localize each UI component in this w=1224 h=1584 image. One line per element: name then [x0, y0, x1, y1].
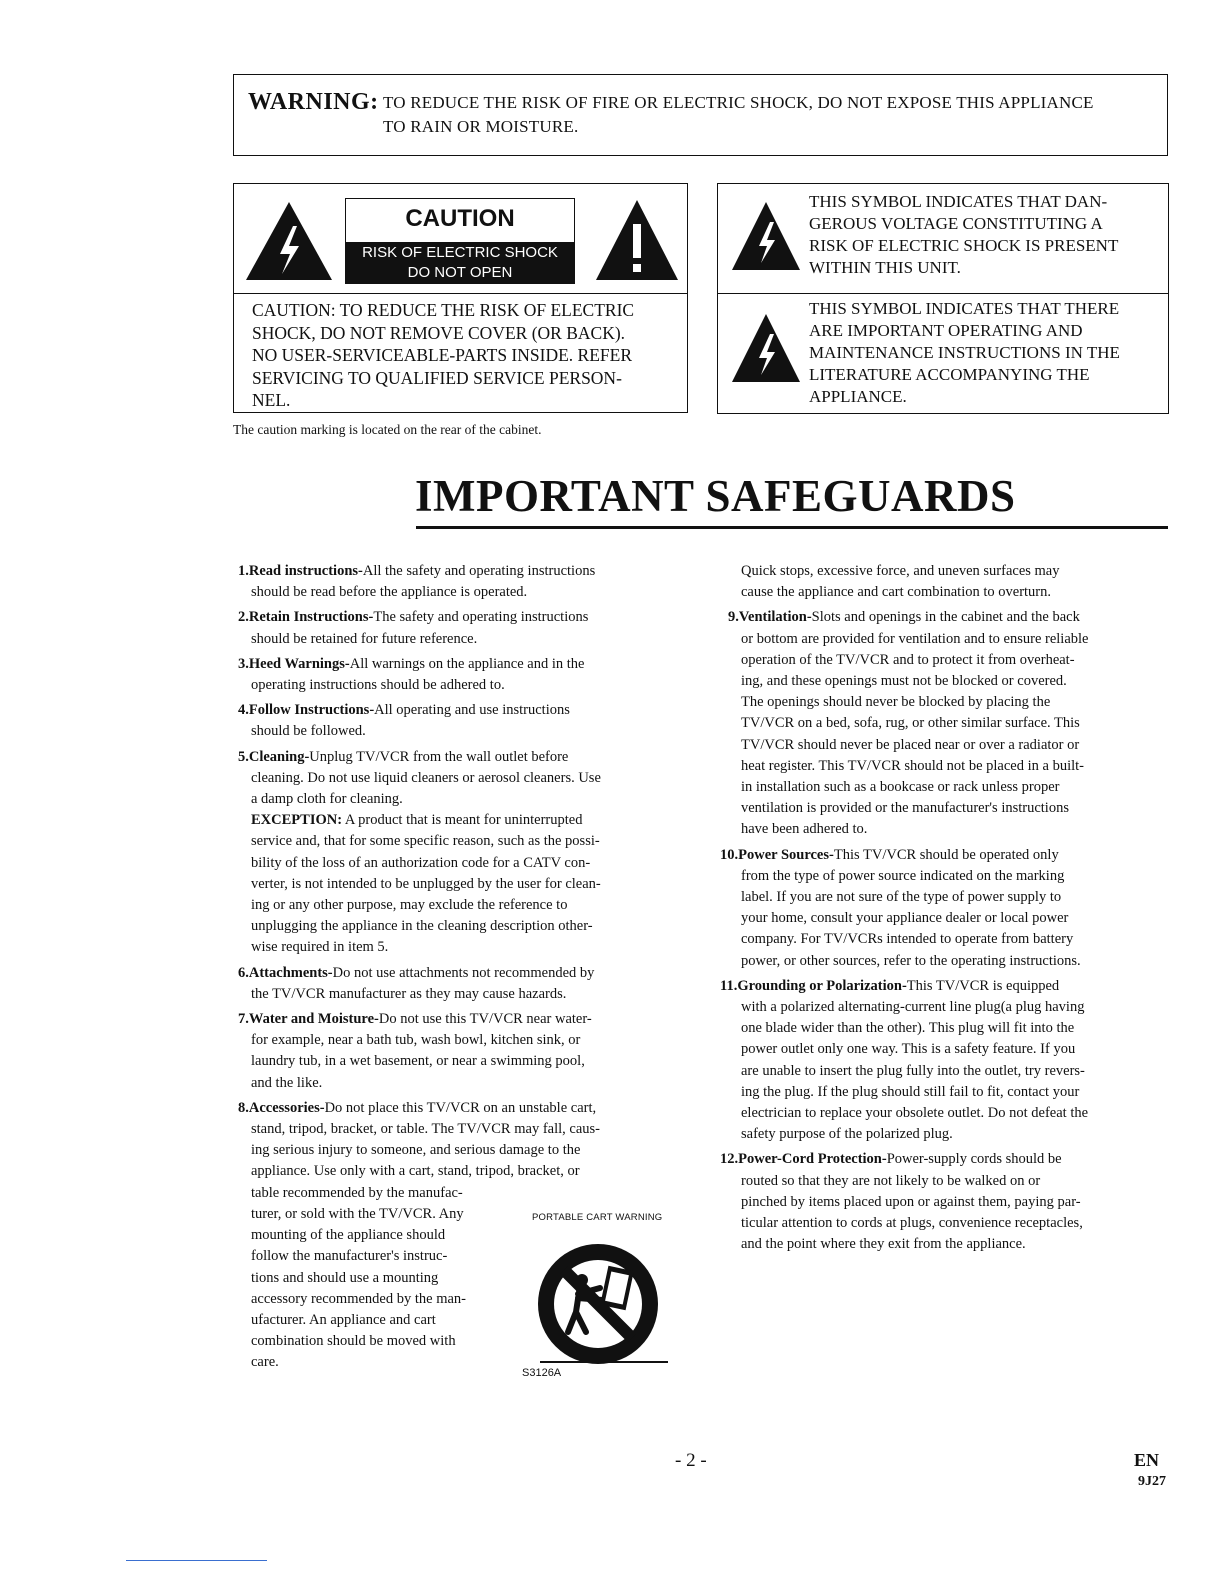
item-text: unplugging the appliance in the cleaning description other-: [251, 918, 593, 935]
item-text: service and, that for some specific reason, such as the possi-: [251, 833, 600, 850]
caution-text-line: SHOCK, DO NOT REMOVE COVER (OR BACK).: [252, 322, 626, 343]
item-text: have been adhered to.: [741, 821, 868, 838]
instructions-symbol-line: APPLIANCE.: [809, 387, 907, 406]
item-text: power, or other sources, refer to the operating instructions.: [741, 952, 1081, 969]
safeguard-item-1: [238, 561, 698, 603]
item-text: a damp cloth for cleaning.: [251, 791, 403, 808]
voltage-symbol-line: GEROUS VOLTAGE CONSTITUTING A: [809, 214, 1103, 233]
caution-text-line: SERVICING TO QUALIFIED SERVICE PERSON-: [252, 367, 622, 388]
item-heading: 1.Read instructions-: [238, 563, 363, 579]
safeguard-item-4: [238, 700, 698, 742]
item-text: Quick stops, excessive force, and uneven surfaces may: [741, 563, 1060, 579]
item-text: stand, tripod, bracket, or table. The TV/VCR may fall, caus-: [251, 1121, 600, 1138]
item-text: should be retained for future reference.: [251, 630, 478, 647]
item-text: in installation such as a bookcase or rack unless proper: [741, 779, 1060, 796]
item-text: cleaning. Do not use liquid cleaners or aerosol cleaners. Use: [251, 769, 601, 786]
item-text: cause the appliance and cart combination to overturn.: [741, 584, 1052, 601]
item-text: appliance. Use only with a cart, stand, tripod, bracket, or: [251, 1163, 580, 1180]
warning-text-line1: TO REDUCE THE RISK OF FIRE OR ELECTRIC SHOCK, DO NOT EXPOSE THIS APPLIANCE: [383, 93, 1094, 112]
instructions-symbol-line: THIS SYMBOL INDICATES THAT THERE: [809, 299, 1120, 318]
safeguard-item-8-continued: [720, 561, 1170, 603]
item-text: operation of the TV/VCR and to protect it from overheat-: [741, 651, 1075, 668]
footnote-rule: [126, 1560, 267, 1561]
warning-box: [233, 74, 1168, 156]
title-underline: [416, 526, 1168, 529]
cart-code: S3126A: [522, 1367, 562, 1379]
voltage-symbol-line: RISK OF ELECTRIC SHOCK IS PRESENT: [809, 236, 1119, 255]
item-text: All the safety and operating instructions: [362, 563, 596, 579]
item-text: table recommended by the manufac-: [251, 1184, 463, 1201]
item-heading: 4.Follow Instructions-: [238, 702, 375, 719]
safeguards-right-column: [720, 561, 1170, 1256]
item-text: your home, consult your appliance dealer or local power: [741, 910, 1069, 927]
item-heading: 10.Power Sources-: [720, 846, 834, 863]
voltage-symbol-line: WITHIN THIS UNIT.: [809, 258, 961, 277]
instructions-symbol-line: LITERATURE ACCOMPANYING THE: [809, 365, 1090, 384]
item-text: All warnings on the appliance and in the: [349, 655, 585, 672]
item-text: Do not use attachments not recommended by: [332, 964, 595, 981]
safeguard-item-12: [720, 1149, 1170, 1255]
item-text: ventilation is provided or the manufacturer's instructions: [741, 800, 1069, 817]
voltage-symbol-line: THIS SYMBOL INDICATES THAT DAN-: [809, 192, 1108, 211]
caution-divider: [234, 293, 687, 294]
item-text: combination should be moved with: [251, 1333, 456, 1350]
cart-warning-caption: PORTABLE CART WARNING: [532, 1212, 663, 1223]
item-text: Unplug TV/VCR from the wall outlet before: [309, 748, 569, 765]
item-text: the TV/VCR manufacturer as they may cause hazards.: [251, 985, 567, 1002]
item-text: with a polarized alternating-current line plug(a plug having: [741, 999, 1085, 1016]
item-heading: 11.Grounding or Polarization-: [720, 977, 907, 994]
item-text: and the point where they exit from the appliance.: [741, 1236, 1026, 1253]
safeguard-item-9: [720, 607, 1170, 840]
symbol-divider: [718, 293, 1168, 294]
caution-band: [346, 242, 574, 283]
item-text: verter, is not intended to be unplugged by the user for clean-: [251, 875, 601, 892]
safeguard-item-2: [238, 607, 698, 649]
item-heading: 5.Cleaning-: [238, 748, 310, 765]
caution-note: The caution marking is located on the rear of the cabinet.: [233, 422, 542, 437]
warning-text-line2: TO RAIN OR MOISTURE.: [383, 117, 579, 136]
exclamation-warning-icon: [594, 198, 680, 282]
item-text: company. For TV/VCRs intended to operate from battery: [741, 931, 1074, 948]
language-code: EN: [1134, 1450, 1160, 1470]
safeguard-item-7: [238, 1009, 698, 1094]
caution-text-line: NO USER-SERVICEABLE-PARTS INSIDE. REFER: [252, 345, 632, 365]
symbol-panel: [717, 183, 1169, 414]
item-text: safety purpose of the polarized plug.: [741, 1126, 953, 1143]
electric-shock-warning-icon: [244, 200, 334, 282]
item-heading: 9.Ventilation-: [728, 609, 812, 626]
item-text: The openings should never be blocked by placing the: [741, 694, 1051, 711]
item-text: TV/VCR on a bed, sofa, rug, or other similar surface. This: [741, 715, 1080, 732]
item-text: A product that is meant for uninterrupted: [342, 812, 583, 829]
item-text: ing serious injury to someone, and serious damage to the: [251, 1142, 581, 1159]
caution-band-line2: DO NOT OPEN: [407, 264, 513, 281]
item-heading: 8.Accessories-: [238, 1099, 325, 1116]
item-text: wise required in item 5.: [251, 939, 389, 956]
item-text: This TV/VCR is equipped: [906, 977, 1060, 994]
item-text: ufacturer. An appliance and cart: [251, 1311, 436, 1328]
item-text: heat register. This TV/VCR should not be placed in a built-: [741, 757, 1084, 774]
safeguard-item-6: [238, 963, 698, 1005]
item-text: and the like.: [251, 1074, 323, 1091]
item-text: are unable to insert the plug fully into the outlet, try revers-: [741, 1062, 1085, 1079]
item-text: should be read before the appliance is operated.: [251, 584, 528, 601]
caution-text-line: CAUTION: TO REDUCE THE RISK OF ELECTRIC: [252, 300, 635, 320]
item-text: Do not use this TV/VCR near water-: [378, 1011, 592, 1028]
safeguard-item-5: [238, 747, 698, 959]
safeguard-item-10: [720, 845, 1170, 972]
exception-heading: EXCEPTION:: [251, 812, 343, 829]
item-text: label. If you are not sure of the type of power supply to: [741, 889, 1062, 906]
instructions-symbol-line: ARE IMPORTANT OPERATING AND: [809, 321, 1083, 340]
item-text: This TV/VCR should be operated only: [833, 846, 1059, 863]
important-instructions-icon: [730, 312, 802, 384]
dangerous-voltage-icon: [730, 200, 802, 272]
caution-text-line: NEL.: [252, 390, 291, 410]
item-text: operating instructions should be adhered to.: [251, 677, 505, 694]
item-text: or bottom are provided for ventilation and to ensure reliable: [741, 630, 1089, 647]
item-text: Do not place this TV/VCR on an unstable cart,: [324, 1099, 597, 1116]
item-text: pinched by items placed upon or against them, paying par-: [741, 1193, 1081, 1210]
item-text: Power-supply cords should be: [886, 1151, 1062, 1168]
document-code: 9J27: [1138, 1474, 1166, 1489]
caution-panel: [233, 183, 688, 413]
item-text: should be followed.: [251, 723, 366, 740]
item-text: laundry tub, in a wet basement, or near a swimming pool,: [251, 1053, 585, 1070]
caution-text: [252, 299, 682, 412]
item-text: TV/VCR should never be placed near or over a radiator or: [741, 736, 1080, 753]
item-text: ing the plug. If the plug should still fail to fit, contact your: [741, 1083, 1080, 1100]
item-heading: 2.Retain Instructions-: [238, 609, 374, 626]
item-text: ing or any other purpose, may exclude the reference to: [251, 897, 568, 914]
no-cart-tipping-icon: [520, 1228, 670, 1384]
item-text: mounting of the appliance should: [251, 1227, 446, 1244]
warning-heading: WARNING:: [248, 89, 379, 115]
item-text: routed so that they are not likely to be walked on or: [741, 1172, 1041, 1189]
item-text: Slots and openings in the cabinet and the back: [811, 609, 1080, 626]
item-heading: 7.Water and Moisture-: [238, 1011, 379, 1028]
item-text: electrician to replace your obsolete outlet. Do not defeat the: [741, 1105, 1089, 1122]
item-text: tions and should use a mounting: [251, 1269, 439, 1286]
instructions-symbol-text: [809, 298, 1164, 408]
item-text: follow the manufacturer's instruc-: [251, 1248, 448, 1265]
caution-band-line1: RISK OF ELECTRIC SHOCK: [362, 244, 558, 261]
caution-label: [345, 198, 575, 284]
item-heading: 6.Attachments-: [238, 964, 333, 981]
item-text: for example, near a bath tub, wash bowl, kitchen sink, or: [251, 1032, 581, 1049]
safeguard-item-11: [720, 976, 1170, 1146]
item-text: one blade wider than the other). This plug will fit into the: [741, 1020, 1075, 1037]
item-text: care.: [251, 1354, 279, 1371]
page-title: IMPORTANT SAFEGUARDS: [415, 471, 1016, 521]
item-text: ticular attention to cords at plugs, convenience receptacles,: [741, 1215, 1083, 1232]
item-heading: 12.Power-Cord Protection-: [720, 1151, 887, 1168]
item-text: from the type of power source indicated on the marking: [741, 867, 1065, 884]
item-heading: 3.Heed Warnings-: [238, 655, 350, 672]
item-text: All operating and use instructions: [374, 702, 570, 719]
item-text: bility of the loss of an authorization code for a CATV con-: [251, 854, 591, 871]
item-text: turer, or sold with the TV/VCR. Any: [251, 1205, 464, 1222]
instructions-symbol-line: MAINTENANCE INSTRUCTIONS IN THE: [809, 343, 1120, 362]
safeguard-item-3: [238, 654, 698, 696]
caution-title: CAUTION: [405, 205, 515, 232]
item-text: accessory recommended by the man-: [251, 1290, 466, 1307]
item-text: ing, and these openings must not be blocked or covered.: [741, 673, 1067, 690]
voltage-symbol-text: [809, 191, 1164, 279]
item-text: power outlet only one way. This is a safety feature. If you: [741, 1041, 1076, 1058]
page-number: - 2 -: [675, 1450, 707, 1471]
item-text: The safety and operating instructions: [373, 609, 589, 626]
